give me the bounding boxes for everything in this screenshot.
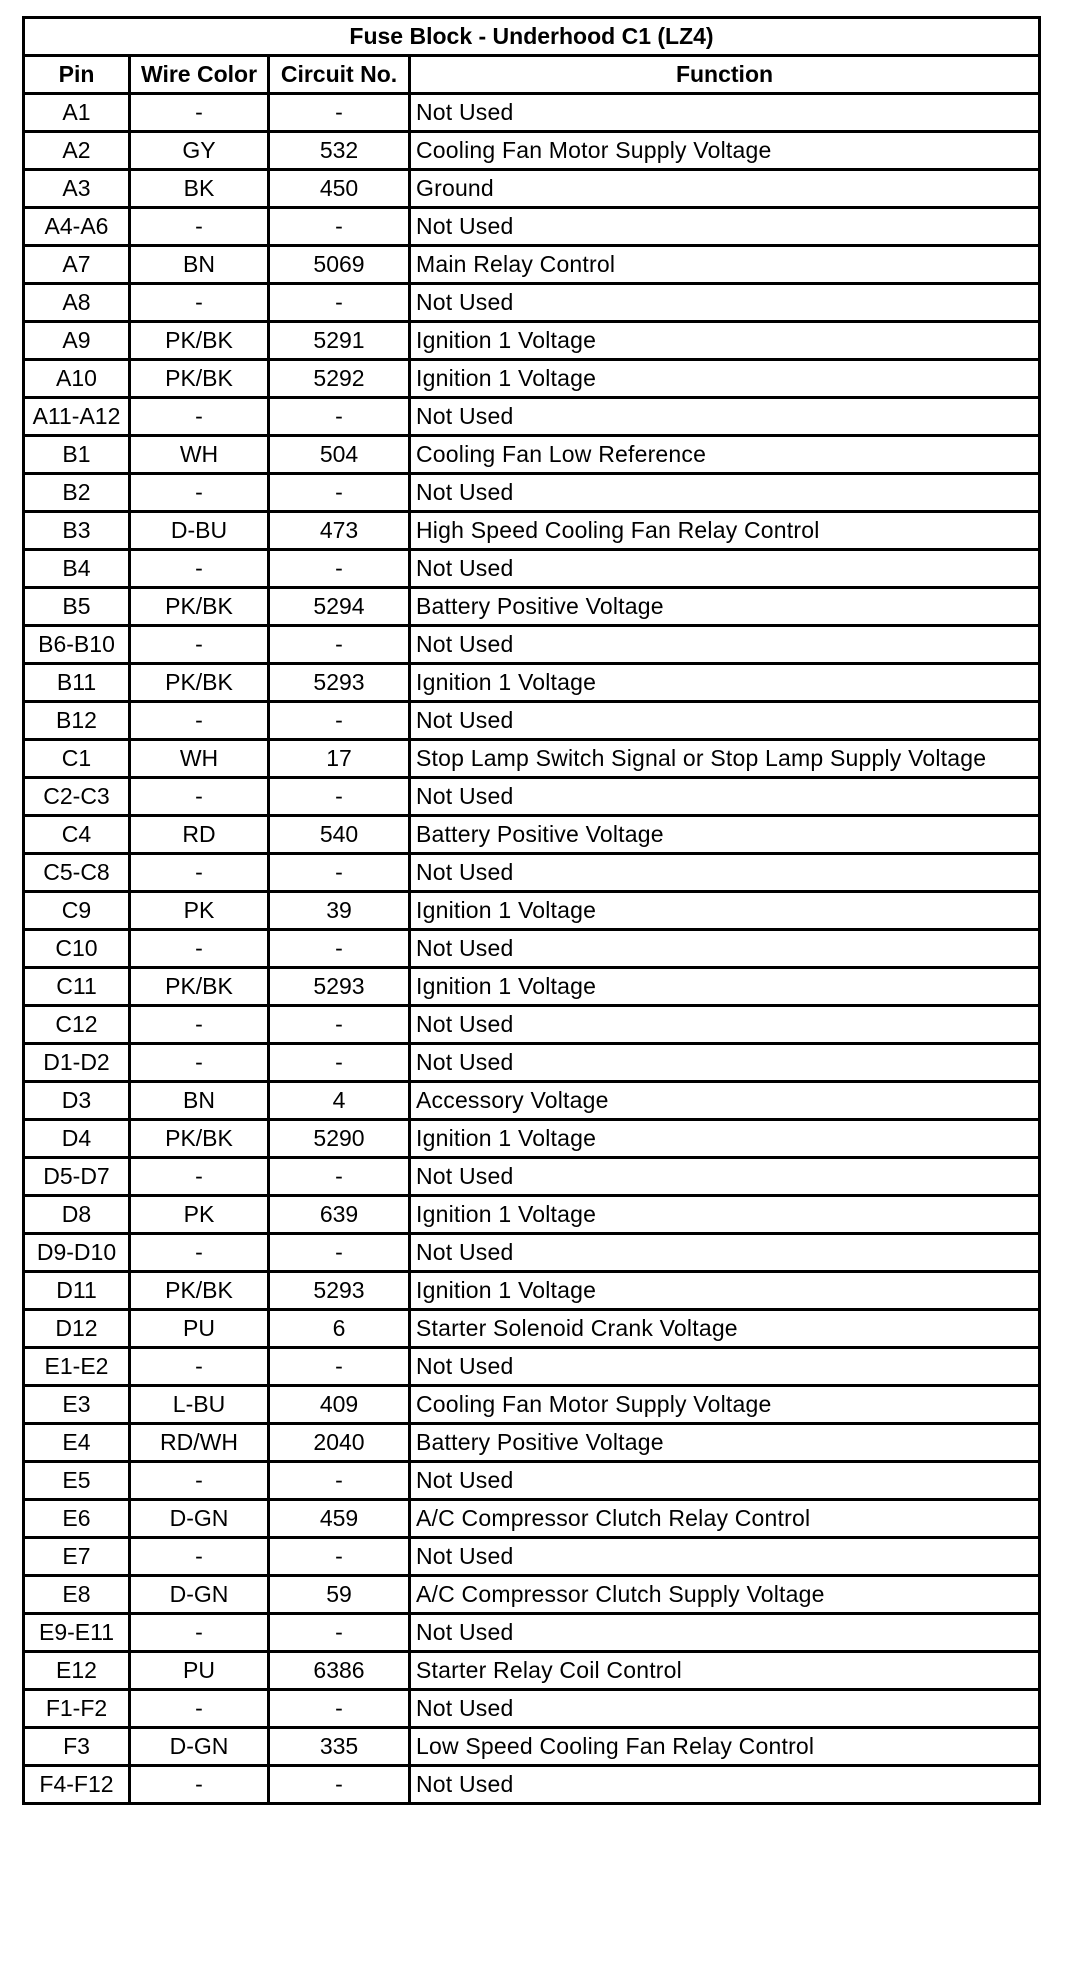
pin-cell: A1: [24, 94, 130, 132]
table-row: [24, 1196, 1040, 1234]
circuit-number-cell: 5292: [269, 360, 410, 398]
table-row: [24, 208, 1040, 246]
pin-cell: E4: [24, 1424, 130, 1462]
wire-color-cell: -: [130, 778, 269, 816]
function-cell: Cooling Fan Low Reference: [410, 436, 1040, 474]
wire-color-cell: PK/BK: [130, 322, 269, 360]
circuit-number-cell: 59: [269, 1576, 410, 1614]
circuit-number-cell: 5294: [269, 588, 410, 626]
circuit-number-cell: 450: [269, 170, 410, 208]
function-cell: Cooling Fan Motor Supply Voltage: [410, 132, 1040, 170]
function-cell: Battery Positive Voltage: [410, 588, 1040, 626]
table-row: [24, 1234, 1040, 1272]
pin-cell: B11: [24, 664, 130, 702]
table-row: [24, 1348, 1040, 1386]
circuit-number-cell: -: [269, 1348, 410, 1386]
circuit-number-cell: 504: [269, 436, 410, 474]
function-cell: Not Used: [410, 208, 1040, 246]
circuit-number-cell: 5290: [269, 1120, 410, 1158]
table-row: [24, 1614, 1040, 1652]
function-cell: Not Used: [410, 1614, 1040, 1652]
wire-color-cell: PU: [130, 1652, 269, 1690]
function-cell: Starter Solenoid Crank Voltage: [410, 1310, 1040, 1348]
function-cell: Ignition 1 Voltage: [410, 1120, 1040, 1158]
pin-cell: F1-F2: [24, 1690, 130, 1728]
pin-cell: D8: [24, 1196, 130, 1234]
pin-cell: B5: [24, 588, 130, 626]
wire-color-cell: D-GN: [130, 1576, 269, 1614]
pin-cell: E9-E11: [24, 1614, 130, 1652]
wire-color-cell: -: [130, 94, 269, 132]
pin-cell: B6-B10: [24, 626, 130, 664]
function-cell: Not Used: [410, 930, 1040, 968]
function-cell: Accessory Voltage: [410, 1082, 1040, 1120]
circuit-number-cell: 5069: [269, 246, 410, 284]
table-row: [24, 398, 1040, 436]
wire-color-cell: -: [130, 1690, 269, 1728]
function-cell: Starter Relay Coil Control: [410, 1652, 1040, 1690]
function-cell: Not Used: [410, 1538, 1040, 1576]
table-row: [24, 132, 1040, 170]
table-row: [24, 1272, 1040, 1310]
wire-color-cell: BK: [130, 170, 269, 208]
circuit-number-cell: 639: [269, 1196, 410, 1234]
pin-cell: A10: [24, 360, 130, 398]
wire-color-cell: -: [130, 550, 269, 588]
pin-cell: A3: [24, 170, 130, 208]
table-row: [24, 512, 1040, 550]
wire-color-cell: -: [130, 398, 269, 436]
pin-cell: A2: [24, 132, 130, 170]
wire-color-cell: GY: [130, 132, 269, 170]
wire-color-cell: PK: [130, 892, 269, 930]
function-cell: Not Used: [410, 474, 1040, 512]
circuit-number-cell: -: [269, 930, 410, 968]
wire-color-cell: WH: [130, 436, 269, 474]
table-row: [24, 930, 1040, 968]
function-cell: Not Used: [410, 1006, 1040, 1044]
circuit-number-cell: 473: [269, 512, 410, 550]
function-cell: Stop Lamp Switch Signal or Stop Lamp Supply Voltage: [410, 740, 1040, 778]
wire-color-cell: PK/BK: [130, 360, 269, 398]
wire-color-cell: -: [130, 1766, 269, 1804]
pin-cell: C9: [24, 892, 130, 930]
function-cell: Not Used: [410, 1766, 1040, 1804]
circuit-number-cell: 39: [269, 892, 410, 930]
function-cell: Not Used: [410, 778, 1040, 816]
wire-color-cell: -: [130, 1006, 269, 1044]
circuit-number-cell: -: [269, 284, 410, 322]
circuit-number-cell: -: [269, 1234, 410, 1272]
header-row: [24, 56, 1040, 94]
circuit-number-cell: -: [269, 854, 410, 892]
wire-color-cell: D-BU: [130, 512, 269, 550]
circuit-number-cell: 6: [269, 1310, 410, 1348]
wire-color-cell: PK/BK: [130, 968, 269, 1006]
pin-cell: C10: [24, 930, 130, 968]
table-row: [24, 284, 1040, 322]
circuit-number-cell: -: [269, 94, 410, 132]
table-row: [24, 1538, 1040, 1576]
circuit-number-cell: 5293: [269, 664, 410, 702]
wire-color-cell: RD/WH: [130, 1424, 269, 1462]
wire-color-cell: -: [130, 1614, 269, 1652]
wire-color-cell: -: [130, 930, 269, 968]
circuit-number-cell: -: [269, 778, 410, 816]
pin-cell: D4: [24, 1120, 130, 1158]
pin-cell: E8: [24, 1576, 130, 1614]
table-row: [24, 1120, 1040, 1158]
function-cell: Not Used: [410, 1348, 1040, 1386]
circuit-number-cell: -: [269, 1766, 410, 1804]
table-row: [24, 1690, 1040, 1728]
table-row: [24, 550, 1040, 588]
circuit-number-cell: -: [269, 474, 410, 512]
pin-cell: B1: [24, 436, 130, 474]
table-row: [24, 778, 1040, 816]
wire-color-cell: D-GN: [130, 1500, 269, 1538]
wire-color-cell: BN: [130, 246, 269, 284]
function-cell: Low Speed Cooling Fan Relay Control: [410, 1728, 1040, 1766]
table-body: [24, 94, 1040, 1804]
function-cell: Ignition 1 Voltage: [410, 1196, 1040, 1234]
circuit-number-cell: -: [269, 1462, 410, 1500]
pin-cell: C2-C3: [24, 778, 130, 816]
table-row: [24, 1462, 1040, 1500]
function-cell: Main Relay Control: [410, 246, 1040, 284]
wire-color-cell: -: [130, 1044, 269, 1082]
pin-cell: E3: [24, 1386, 130, 1424]
table-row: [24, 474, 1040, 512]
circuit-number-cell: 459: [269, 1500, 410, 1538]
function-cell: Ignition 1 Voltage: [410, 322, 1040, 360]
wire-color-cell: -: [130, 1462, 269, 1500]
circuit-number-cell: 540: [269, 816, 410, 854]
table-row: [24, 626, 1040, 664]
table-row: [24, 1652, 1040, 1690]
function-cell: Cooling Fan Motor Supply Voltage: [410, 1386, 1040, 1424]
wire-color-cell: PK/BK: [130, 1120, 269, 1158]
circuit-number-cell: 532: [269, 132, 410, 170]
circuit-number-cell: 335: [269, 1728, 410, 1766]
circuit-number-cell: -: [269, 1614, 410, 1652]
table-row: [24, 1386, 1040, 1424]
wire-color-cell: -: [130, 284, 269, 322]
pin-cell: C4: [24, 816, 130, 854]
wire-color-cell: D-GN: [130, 1728, 269, 1766]
pin-cell: E12: [24, 1652, 130, 1690]
pin-cell: C1: [24, 740, 130, 778]
circuit-number-cell: 17: [269, 740, 410, 778]
wire-color-cell: L-BU: [130, 1386, 269, 1424]
function-cell: Not Used: [410, 550, 1040, 588]
function-cell: Battery Positive Voltage: [410, 1424, 1040, 1462]
wire-color-cell: PK/BK: [130, 1272, 269, 1310]
pin-cell: B12: [24, 702, 130, 740]
wire-color-cell: BN: [130, 1082, 269, 1120]
function-cell: Ignition 1 Voltage: [410, 664, 1040, 702]
circuit-number-cell: -: [269, 1690, 410, 1728]
circuit-number-cell: -: [269, 1158, 410, 1196]
pin-cell: E6: [24, 1500, 130, 1538]
pin-cell: A11-A12: [24, 398, 130, 436]
table-row: [24, 664, 1040, 702]
wire-color-cell: -: [130, 854, 269, 892]
circuit-number-cell: 5293: [269, 968, 410, 1006]
pin-cell: D11: [24, 1272, 130, 1310]
function-cell: Not Used: [410, 854, 1040, 892]
pin-cell: E5: [24, 1462, 130, 1500]
pin-cell: C12: [24, 1006, 130, 1044]
wire-color-cell: -: [130, 208, 269, 246]
table-row: [24, 94, 1040, 132]
table-row: [24, 1044, 1040, 1082]
column-header-pin: Pin: [24, 56, 130, 94]
table-row: [24, 1006, 1040, 1044]
circuit-number-cell: -: [269, 398, 410, 436]
function-cell: A/C Compressor Clutch Supply Voltage: [410, 1576, 1040, 1614]
function-cell: Not Used: [410, 626, 1040, 664]
title-row: [24, 18, 1040, 56]
pin-cell: E7: [24, 1538, 130, 1576]
function-cell: Not Used: [410, 1234, 1040, 1272]
function-cell: Ignition 1 Voltage: [410, 360, 1040, 398]
circuit-number-cell: 6386: [269, 1652, 410, 1690]
pin-cell: A7: [24, 246, 130, 284]
table-row: [24, 968, 1040, 1006]
pin-cell: A8: [24, 284, 130, 322]
circuit-number-cell: -: [269, 1538, 410, 1576]
pin-cell: B3: [24, 512, 130, 550]
wire-color-cell: -: [130, 1348, 269, 1386]
table-row: [24, 892, 1040, 930]
function-cell: Not Used: [410, 1158, 1040, 1196]
table-row: [24, 1576, 1040, 1614]
function-cell: Not Used: [410, 94, 1040, 132]
circuit-number-cell: -: [269, 626, 410, 664]
wire-color-cell: PK: [130, 1196, 269, 1234]
table-row: [24, 1766, 1040, 1804]
table-row: [24, 1310, 1040, 1348]
function-cell: Not Used: [410, 702, 1040, 740]
table-row: [24, 1082, 1040, 1120]
circuit-number-cell: 409: [269, 1386, 410, 1424]
function-cell: A/C Compressor Clutch Relay Control: [410, 1500, 1040, 1538]
circuit-number-cell: -: [269, 550, 410, 588]
function-cell: Not Used: [410, 1462, 1040, 1500]
table-row: [24, 322, 1040, 360]
pin-cell: B2: [24, 474, 130, 512]
table-row: [24, 740, 1040, 778]
circuit-number-cell: -: [269, 702, 410, 740]
pin-cell: F4-F12: [24, 1766, 130, 1804]
function-cell: Ignition 1 Voltage: [410, 968, 1040, 1006]
table-row: [24, 246, 1040, 284]
function-cell: Not Used: [410, 1690, 1040, 1728]
wire-color-cell: -: [130, 1158, 269, 1196]
function-cell: Ignition 1 Voltage: [410, 1272, 1040, 1310]
function-cell: Ground: [410, 170, 1040, 208]
table-row: [24, 1728, 1040, 1766]
column-header-function: Function: [410, 56, 1040, 94]
table-row: [24, 170, 1040, 208]
table-row: [24, 588, 1040, 626]
function-cell: Not Used: [410, 284, 1040, 322]
wire-color-cell: -: [130, 626, 269, 664]
function-cell: Not Used: [410, 398, 1040, 436]
circuit-number-cell: 5291: [269, 322, 410, 360]
circuit-number-cell: -: [269, 208, 410, 246]
pin-cell: E1-E2: [24, 1348, 130, 1386]
table-row: [24, 1158, 1040, 1196]
column-header-circuit-no: Circuit No.: [269, 56, 410, 94]
pin-cell: D3: [24, 1082, 130, 1120]
wire-color-cell: WH: [130, 740, 269, 778]
wire-color-cell: -: [130, 702, 269, 740]
wire-color-cell: PU: [130, 1310, 269, 1348]
wire-color-cell: RD: [130, 816, 269, 854]
column-header-wire-color: Wire Color: [130, 56, 269, 94]
wire-color-cell: PK/BK: [130, 664, 269, 702]
table-title: Fuse Block - Underhood C1 (LZ4): [24, 18, 1040, 56]
table-row: [24, 360, 1040, 398]
wire-color-cell: -: [130, 1538, 269, 1576]
wire-color-cell: -: [130, 474, 269, 512]
function-cell: High Speed Cooling Fan Relay Control: [410, 512, 1040, 550]
pin-cell: C5-C8: [24, 854, 130, 892]
circuit-number-cell: 2040: [269, 1424, 410, 1462]
connector-pinout-table: [22, 16, 1041, 1805]
pin-cell: A9: [24, 322, 130, 360]
pin-cell: B4: [24, 550, 130, 588]
circuit-number-cell: -: [269, 1044, 410, 1082]
function-cell: Not Used: [410, 1044, 1040, 1082]
pin-cell: A4-A6: [24, 208, 130, 246]
function-cell: Battery Positive Voltage: [410, 816, 1040, 854]
wire-color-cell: PK/BK: [130, 588, 269, 626]
circuit-number-cell: 4: [269, 1082, 410, 1120]
pin-cell: F3: [24, 1728, 130, 1766]
table-row: [24, 436, 1040, 474]
circuit-number-cell: 5293: [269, 1272, 410, 1310]
pin-cell: D9-D10: [24, 1234, 130, 1272]
table-row: [24, 854, 1040, 892]
function-cell: Ignition 1 Voltage: [410, 892, 1040, 930]
table-row: [24, 816, 1040, 854]
pin-cell: D12: [24, 1310, 130, 1348]
pin-cell: D5-D7: [24, 1158, 130, 1196]
pin-cell: C11: [24, 968, 130, 1006]
pin-cell: D1-D2: [24, 1044, 130, 1082]
table-row: [24, 702, 1040, 740]
circuit-number-cell: -: [269, 1006, 410, 1044]
table-row: [24, 1500, 1040, 1538]
wire-color-cell: -: [130, 1234, 269, 1272]
table-row: [24, 1424, 1040, 1462]
